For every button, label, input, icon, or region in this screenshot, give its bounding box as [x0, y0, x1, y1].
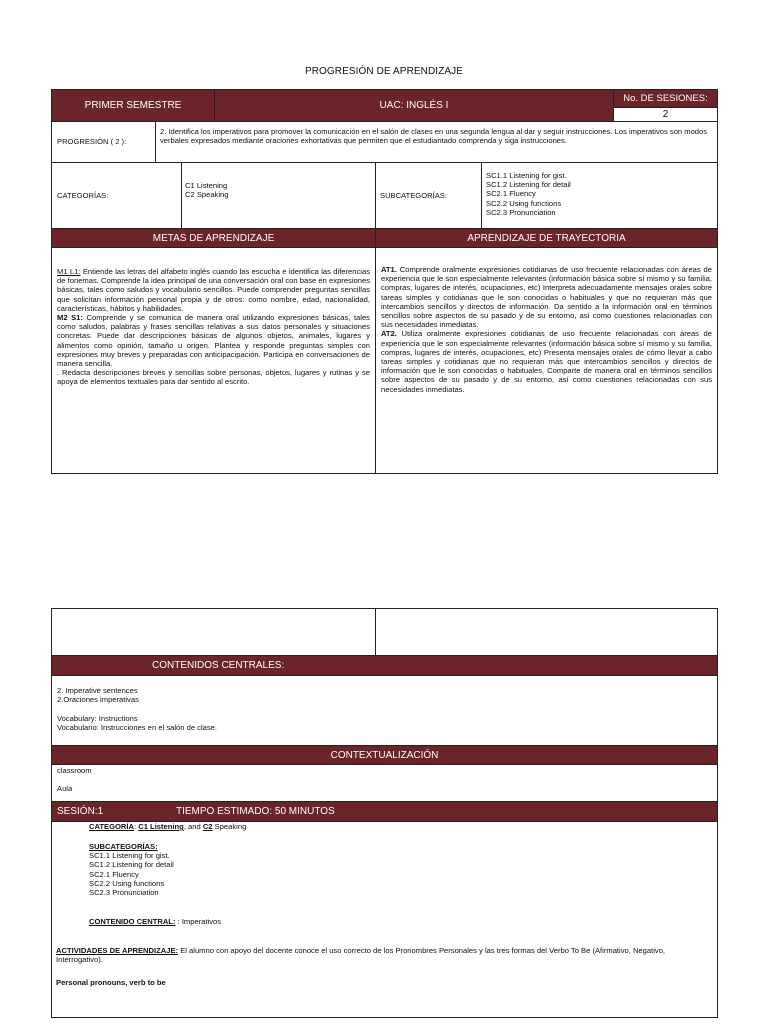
content-line: Vocabulary: Instructions: [57, 713, 138, 723]
at1-code: AT1.: [381, 265, 397, 274]
session-content-label: CONTENIDO CENTRAL:: [89, 917, 176, 926]
trajectory-header: APRENDIZAJE DE TRAYECTORIA: [375, 228, 718, 248]
sessions-label: No. DE SESIONES:: [613, 89, 718, 108]
subcategory-item: SC2.3 Pronunciation: [486, 207, 556, 217]
goals-body: [51, 247, 376, 474]
content-line: Vocabulario: Instrucciones en el salón de clase.: [57, 722, 217, 732]
empty-cell-right: [375, 608, 718, 656]
trajectory-body: [375, 247, 718, 474]
session-sub-item: SC2.2 Using functions: [89, 878, 165, 888]
subcategory-item: SC2.2 Using functions: [486, 198, 562, 208]
m2-code: M2 S1:: [57, 313, 83, 323]
m1-text: Entiende las letras del alfabeto inglés cuando las escucha e identifica las diferencias de fonemas. Comprende la idea principal de una conversación oral con base en expresiones básicas, tales como saludos y vocabulario sencillos. Puede comprender preguntas sencillas que solicitan información personal propia y de otros: como nombre, edad, nacionalidad, características, hábitos y habilidades.: [57, 267, 371, 313]
progression-label: PROGRESIÓN ( 2 ):: [51, 121, 156, 163]
session-category-and: , and: [183, 822, 203, 831]
empty-cell-left: [51, 608, 376, 656]
sessions-value: 2: [613, 107, 718, 122]
subcategories-list: [481, 162, 718, 229]
session-activities: [56, 946, 706, 964]
session-category-c2-text: Speaking: [212, 822, 247, 831]
session-sub-label: SUBCATEGORÍAS:: [89, 842, 158, 851]
session-label: SESIÓN:1: [57, 806, 104, 817]
subcategory-item: SC2.1 Fluency: [486, 189, 536, 199]
session-activities-label: ACTIVIDADES DE APRENDIZAJE:: [56, 946, 179, 955]
semester-cell: PRIMER SEMESTRE: [51, 89, 215, 122]
context-line: Aula: [57, 784, 73, 794]
m2-text: Comprende y se comunica de manera oral utilizando expresiones básicas, tales como saludos, palabras y frases sencillas relativas a sus datos personales y situaciones concretas. Puede dar descripciones básicas de algunos objetos, animales, lugares y alimentos como opinión, tamaño u origen. Plantea y responde preguntas simples con expresiones muy breves y preparadas con anticipacipación. Participa en conversaciones de manera sencilla.: [57, 313, 370, 369]
session-category-c1: C1 Listening: [138, 822, 184, 831]
category-item: C1 Listening: [185, 181, 228, 190]
session-time: TIEMPO ESTIMADO: 50 MINUTOS: [176, 806, 335, 817]
subcategory-item: SC1.2 Listening for detail: [486, 180, 571, 190]
session-sub-item: SC2.1 Fluency: [89, 869, 139, 879]
session-sub-item: SC1.1 Listening for gist.: [89, 851, 170, 861]
m2-extra: . Redacta descripciones breves y sencillas sobre personas, objetos, lugares y rutinas y se apoya de elementos textuales para dar sentido al escrito.: [57, 368, 370, 387]
session-topic: Personal pronouns, verb to be: [56, 978, 166, 987]
content-line: [57, 704, 717, 713]
session-content-text: : Imperativos: [175, 917, 222, 926]
at2-text: Utiliza oralmente expresiones cotidianas de uso frecuente relacionadas con áreas de experiencia que le son especialmente relevantes (información básica sobre sí mismo y su familia, compras, lugares de interés, ocupaciones, etc) Presenta mensajes orales de cómo llevar a cabo tareas simples y cotidianas que no requieran más que intercambios sencillos y directos de información que le son conocidas o habituales. Comparte de manera oral en términos sencillos sobre aspectos de su pasado y de su entorno, así como cuestiones relacionadas con sus necesidades inmediatas.: [381, 329, 712, 394]
subcategory-item: SC1.1 Listening for gist.: [486, 171, 567, 180]
goals-header: METAS DE APRENDIZAJE: [51, 228, 376, 248]
contents-header: CONTENIDOS CENTRALES:: [51, 655, 718, 676]
contents-body: [51, 675, 718, 746]
session-category-label: CATEGORÍA: [89, 822, 134, 831]
session-subcategories: [89, 842, 174, 897]
progression-text: 2. Identifica los imperativos para promover la comunicación en el salón de clases en una segunda lengua al dar y seguir instrucciones. Los imperativos son modos verbales expresados mediante oraciones exhortativas que permiten que el estudiantado comprenda y siga instrucciones.: [155, 121, 718, 163]
categories-label: CATEGORÍAS:: [51, 162, 182, 229]
categories-list: [181, 162, 376, 229]
at1-text: Comprende oralmente expresiones cotidianas de uso frecuente relacionadas con áreas de experiencia que le son especialmente relevantes (información básica sobre sí mismo y su familia, compras, lugares de interés, ocupaciones, etc) Interpreta adecuadamente mensajes orales sobre tareas simples y cotidianas que le son conocidas o habituales y que no requieran más que intercambios sencillos y directos de información. Da sentido a la información oral en términos sencillos sobre aspectos de su pasado y de su entorno, así como cuestiones relacionadas con sus necesidades inmediatas.: [381, 265, 712, 330]
context-header: CONTEXTUALIZACIÓN: [51, 745, 718, 765]
content-line: 2.Oraciones imperativas: [57, 695, 139, 705]
session-activities-text: El alumno con apoyo del docente conoce el uso correcto de los Pronombres Personales y las tres formas del Verbo To Be (Afirmativo, Negativo, Interrogativo).: [56, 946, 666, 965]
page-title: PROGRESIÓN DE APRENDIZAJE: [304, 66, 464, 77]
context-body: [51, 764, 718, 802]
session-content: [89, 917, 221, 926]
session-sub-item: SC1.2 Listening for detail: [89, 860, 174, 870]
session-category: CATEGORÍA: C1 Listening, and C2 Speaking: [89, 822, 247, 831]
session-sub-item: SC2.3 Pronunciation: [89, 888, 159, 898]
session-header: [51, 801, 718, 822]
session-body: [51, 821, 718, 1018]
m1-code: M1 L1:: [57, 267, 81, 276]
session-category-c2: C2: [202, 822, 213, 831]
content-line: 2. Imperative sentences: [57, 686, 138, 695]
context-line: classroom: [57, 766, 92, 775]
uac-cell: UAC: INGLÉS I: [214, 89, 614, 122]
subcategories-label: SUBCATEGORÍAS:: [375, 162, 482, 229]
category-item: C2 Speaking: [185, 190, 229, 200]
at2-code: AT2.: [381, 329, 397, 339]
